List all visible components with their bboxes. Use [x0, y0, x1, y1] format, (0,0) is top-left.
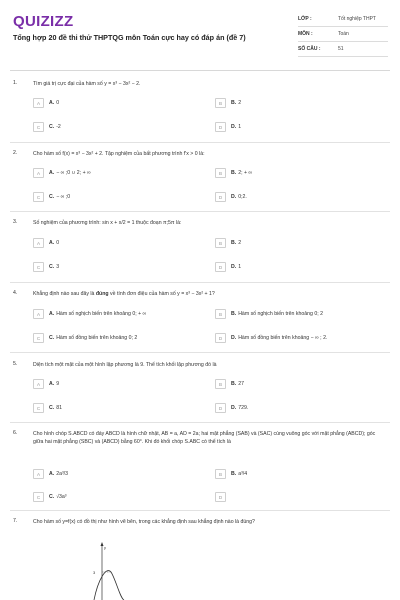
question-stem: Cho hàm số f(x) = x³ − 3x² + 2. Tập nghiệm của bất phương trình f'x > 0 là:	[33, 151, 205, 157]
option-text: D. 729.	[231, 405, 249, 411]
question-number: 1.	[13, 80, 18, 86]
option-b[interactable]	[215, 469, 247, 479]
option-letter-box: D	[215, 333, 226, 343]
option-letter-box: B	[215, 98, 226, 108]
option-text: D. Hàm số đồng biến trên khoảng − ∞ ; 2.	[231, 335, 328, 341]
question-divider	[10, 211, 390, 212]
option-text: B. 2	[231, 100, 242, 106]
option-d[interactable]	[215, 333, 327, 343]
option-letter-box: A	[33, 379, 44, 389]
option-text: D. 1	[231, 124, 242, 130]
option-d[interactable]	[215, 262, 241, 272]
option-a[interactable]	[33, 379, 59, 389]
question-stem: Tìm giá trị cực đại của hàm số y = x³ − 3x² − 2.	[33, 81, 141, 87]
option-letter-box: C	[33, 192, 44, 202]
option-a[interactable]	[33, 98, 59, 108]
question-divider	[10, 422, 390, 423]
info-label: SỐ CÂU :	[298, 46, 321, 52]
option-letter-box: A	[33, 238, 44, 248]
option-b[interactable]	[215, 98, 241, 108]
question-divider	[10, 142, 390, 143]
option-text: B. Hàm số nghịch biến trên khoảng 0; 2	[231, 311, 323, 317]
option-b[interactable]	[215, 309, 323, 319]
option-text: C. -2	[49, 124, 61, 130]
option-c[interactable]	[33, 403, 62, 413]
quizizz-logo: QUIZIZZ	[13, 13, 74, 30]
question-stem: Cho hàm số y=f(x) có đồ thị như hình vẽ bên, trong các khẳng định sau khẳng định nào là đúng?	[33, 519, 255, 525]
option-letter-box: A	[33, 168, 44, 178]
option-text: C. 81	[49, 405, 62, 411]
option-letter-box: A	[33, 98, 44, 108]
graph-tick-label: 3	[93, 570, 96, 575]
option-d[interactable]	[215, 492, 233, 502]
question-number: 3.	[13, 219, 18, 225]
option-letter-box: B	[215, 168, 226, 178]
info-row-class	[298, 12, 388, 27]
option-a[interactable]	[33, 238, 59, 248]
option-text: A. − ∞ ;0 ∪ 2; + ∞	[49, 170, 91, 176]
option-c[interactable]	[33, 122, 61, 132]
option-text: D. 0;2.	[231, 194, 247, 200]
option-text: A. 0	[49, 100, 60, 106]
option-letter-box: C	[33, 262, 44, 272]
option-letter-box: C	[33, 122, 44, 132]
option-c[interactable]	[33, 492, 67, 502]
option-c[interactable]	[33, 333, 137, 343]
page-title: Tổng hợp 20 đề thi thử THPTQG môn Toán cực hay có đáp án (đề 7)	[13, 33, 246, 42]
option-d[interactable]	[215, 403, 248, 413]
option-letter-box: D	[215, 192, 226, 202]
option-text: C. Hàm số đồng biến trên khoảng 0; 2	[49, 335, 138, 341]
option-text: C. √3a³	[49, 494, 67, 500]
option-letter-box: D	[215, 403, 226, 413]
option-letter-box: B	[215, 469, 226, 479]
info-value: Toán	[338, 31, 349, 37]
option-text: B. a³/4	[231, 471, 248, 477]
option-letter-box: D	[215, 122, 226, 132]
option-text	[231, 494, 233, 500]
option-letter-box: B	[215, 238, 226, 248]
question-number: 6.	[13, 430, 18, 436]
option-text: B. 27	[231, 381, 244, 387]
option-b[interactable]	[215, 379, 244, 389]
option-letter-box: A	[33, 469, 44, 479]
info-label: LỚP :	[298, 16, 312, 22]
info-row-count	[298, 42, 388, 57]
option-c[interactable]	[33, 192, 70, 202]
option-text: C. − ∞ ;0	[49, 194, 71, 200]
question-divider	[10, 510, 390, 511]
option-text: A. 9	[49, 381, 60, 387]
option-letter-box: D	[215, 492, 226, 502]
option-text: A. 0	[49, 240, 60, 246]
function-graph	[80, 540, 140, 600]
info-value: Tốt nghiệp THPT	[338, 16, 376, 22]
option-d[interactable]	[215, 122, 241, 132]
question-divider	[10, 352, 390, 353]
option-text: A. Hàm số nghịch biến trên khoảng 0; + ∞	[49, 311, 147, 317]
question-number: 4.	[13, 290, 18, 296]
info-table	[298, 12, 388, 57]
option-text: B. 2	[231, 240, 242, 246]
option-text: B. 2; + ∞	[231, 170, 253, 176]
option-a[interactable]	[33, 309, 146, 319]
question-stem: Diện tích một mặt của một hình lập phương là 9. Thể tích khối lập phương đó là	[33, 362, 217, 368]
option-letter-box: A	[33, 309, 44, 319]
info-value: 51	[338, 46, 344, 52]
option-text: C. 3	[49, 264, 60, 270]
option-letter-box: C	[33, 333, 44, 343]
option-letter-box: C	[33, 403, 44, 413]
header-divider	[10, 70, 390, 71]
question-stem: Khẳng định nào sau đây là đúng về tính đơn điệu của hàm số y = x³ − 3x² + 1?	[33, 291, 215, 297]
option-text: D. 1	[231, 264, 242, 270]
question-divider	[10, 282, 390, 283]
option-letter-box: B	[215, 379, 226, 389]
option-letter-box: D	[215, 262, 226, 272]
option-b[interactable]	[215, 168, 252, 178]
question-number: 2.	[13, 150, 18, 156]
option-letter-box: B	[215, 309, 226, 319]
graph-y-label: y	[104, 545, 106, 550]
option-a[interactable]	[33, 469, 68, 479]
option-d[interactable]	[215, 192, 247, 202]
graph-curve	[94, 571, 124, 600]
question-number: 5.	[13, 361, 18, 367]
info-row-subject	[298, 27, 388, 42]
info-label: MÔN :	[298, 31, 313, 37]
option-c[interactable]	[33, 262, 59, 272]
question-stem: Cho hình chóp S.ABCD có đáy ABCD là hình chữ nhật, AB = a, AD = 2a; hai mặt phẳng (SAB) và (SAC) cùng vuông góc với mặt phẳng (ABCD); góc giữa hai mặt phẳng (SBC) và (ABCD) bằng 60°. Khi đó khối chóp S.ABC có thể tích là	[33, 431, 376, 445]
option-letter-box: C	[33, 492, 44, 502]
option-a[interactable]	[33, 168, 91, 178]
question-number: 7.	[13, 518, 18, 524]
option-text: A. 2a³/3	[49, 471, 69, 477]
option-b[interactable]	[215, 238, 241, 248]
question-stem: Số nghiệm của phương trình: sin x + x/2 = 1 thuộc đoạn π;5π là:	[33, 220, 182, 226]
